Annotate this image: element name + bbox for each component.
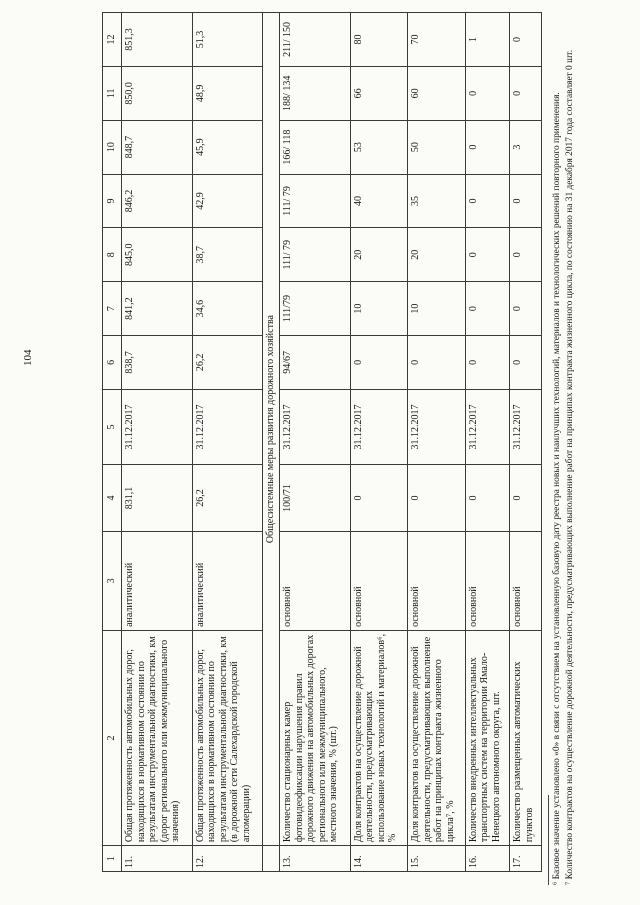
column-header: 4 xyxy=(103,465,122,532)
value-cell: 26,2 xyxy=(192,335,263,389)
base-value: 100/71 xyxy=(280,465,351,532)
footnote: ⁶ Базовое значение установлено «0» в связи с отсутствием на установленную базовую дату реестра новых и наилучших технологий, материалов и технологических решений повторного применения. xyxy=(552,92,562,885)
value-cell: 38,7 xyxy=(192,228,263,282)
value-cell: 42,9 xyxy=(192,174,263,228)
value-cell: 66 xyxy=(350,66,408,120)
indicator-type: основной xyxy=(408,531,466,630)
base-date: 31.12.2017 xyxy=(122,389,193,464)
value-cell: 188/ 134 xyxy=(280,66,351,120)
indicator-type: основной xyxy=(465,531,510,630)
indicator-name: Общая протяженность автомобильных дорог, находящихся в нормативном состоянии по результатам инструментальной диагностики, км (дорог регионального или межмуниципального значения) xyxy=(122,630,193,845)
value-cell: 0 xyxy=(510,282,542,336)
value-cell: 40 xyxy=(350,174,408,228)
indicator-name: Доля контрактов на осуществление дорожной деятельности, предусматривающих использование новых технологий и материалов⁶, % xyxy=(350,630,408,845)
page-number: 104 xyxy=(22,349,34,366)
value-cell: 0 xyxy=(510,228,542,282)
value-cell: 45,9 xyxy=(192,120,263,174)
base-value: 26,2 xyxy=(192,465,263,532)
table-row xyxy=(192,13,263,872)
row-number: 16. xyxy=(465,846,510,872)
value-cell: 111/79 xyxy=(280,282,351,336)
value-cell: 10 xyxy=(408,282,466,336)
indicator-name: Общая протяженность автомобильных дорог, находящихся в нормативном состоянии по результатам инструментальной диагностики, км (в дорожной сети Салехардской городской агломерации) xyxy=(192,630,263,845)
value-cell: 0 xyxy=(465,228,510,282)
value-cell: 10 xyxy=(350,282,408,336)
footnote-divider xyxy=(548,795,549,885)
value-cell: 3 xyxy=(510,120,542,174)
value-cell: 34,6 xyxy=(192,282,263,336)
column-header: 8 xyxy=(103,228,122,282)
value-cell: 20 xyxy=(408,228,466,282)
value-cell: 111/ 79 xyxy=(280,228,351,282)
value-cell: 51,3 xyxy=(192,13,263,67)
row-number: 14. xyxy=(350,846,408,872)
value-cell: 0 xyxy=(408,335,466,389)
column-header: 12 xyxy=(103,13,122,67)
column-header: 11 xyxy=(103,66,122,120)
row-number: 17. xyxy=(510,846,542,872)
indicator-type: основной xyxy=(510,531,542,630)
value-cell: 0 xyxy=(465,66,510,120)
value-cell: 211/ 150 xyxy=(280,13,351,67)
column-header: 1 xyxy=(103,846,122,872)
indicator-name: Количество внедренных интеллектуальных транспортных систем на территории Ямало-Ненецкого автономного округа, шт. xyxy=(465,630,510,845)
value-cell: 35 xyxy=(408,174,466,228)
value-cell: 0 xyxy=(510,335,542,389)
value-cell: 0 xyxy=(350,335,408,389)
section-row xyxy=(263,13,280,872)
table-row xyxy=(465,13,510,872)
value-cell: 48,9 xyxy=(192,66,263,120)
column-header: 10 xyxy=(103,120,122,174)
column-header: 6 xyxy=(103,335,122,389)
footnotes xyxy=(548,25,578,885)
value-cell: 0 xyxy=(465,120,510,174)
value-cell: 53 xyxy=(350,120,408,174)
base-date: 31.12.2017 xyxy=(465,389,510,464)
value-cell: 50 xyxy=(408,120,466,174)
indicator-name: Доля контрактов на осуществление дорожной деятельности, предусматривающих выполнение работ на принципах контракта жизненного цикла⁷, % xyxy=(408,630,466,845)
value-cell: 851,3 xyxy=(122,13,193,67)
table-row xyxy=(350,13,408,872)
indicator-type: основной xyxy=(350,531,408,630)
column-header: 2 xyxy=(103,630,122,845)
value-cell: 838,7 xyxy=(122,335,193,389)
row-number: 13. xyxy=(280,846,351,872)
value-cell: 841,2 xyxy=(122,282,193,336)
value-cell: 845,0 xyxy=(122,228,193,282)
base-value: 831,1 xyxy=(122,465,193,532)
value-cell: 0 xyxy=(465,282,510,336)
section-title: Общесистемные меры развития дорожного хозяйства xyxy=(263,13,280,846)
indicator-table xyxy=(102,12,542,872)
value-cell: 166/ 118 xyxy=(280,120,351,174)
value-cell: 0 xyxy=(510,174,542,228)
value-cell: 848,7 xyxy=(122,120,193,174)
indicator-table-container xyxy=(102,12,542,872)
value-cell: 20 xyxy=(350,228,408,282)
base-date: 31.12.2017 xyxy=(510,389,542,464)
section-spacer xyxy=(263,846,280,872)
base-value: 0 xyxy=(465,465,510,532)
value-cell: 846,2 xyxy=(122,174,193,228)
value-cell: 60 xyxy=(408,66,466,120)
row-number: 12. xyxy=(192,846,263,872)
table-row xyxy=(510,13,542,872)
base-date: 31.12.2017 xyxy=(192,389,263,464)
column-header: 5 xyxy=(103,389,122,464)
column-header: 3 xyxy=(103,531,122,630)
column-header: 7 xyxy=(103,282,122,336)
base-date: 31.12.2017 xyxy=(350,389,408,464)
value-cell: 111/ 79 xyxy=(280,174,351,228)
value-cell: 0 xyxy=(465,335,510,389)
base-date: 31.12.2017 xyxy=(280,389,351,464)
value-cell: 0 xyxy=(510,13,542,67)
table-row xyxy=(280,13,351,872)
footnote: ⁷ Количество контрактов на осуществление дорожной деятельности, предусматривающих выполнение работ на принципах контракта жизненного цикла, по состоянию на 31 декабря 2017 года составляет 0 шт. xyxy=(564,49,575,885)
base-date: 31.12.2017 xyxy=(408,389,466,464)
table-row xyxy=(122,13,193,872)
indicator-type: аналитический xyxy=(192,531,263,630)
row-number: 11. xyxy=(122,846,193,872)
base-value: 0 xyxy=(510,465,542,532)
value-cell: 1 xyxy=(465,13,510,67)
row-number: 15. xyxy=(408,846,466,872)
indicator-name: Количество стационарных камер фотовидеофиксации нарушения правил дорожного движения на автомобильных дорогах регионального или межмуниципального, местного значения, % (шт.) xyxy=(280,630,351,845)
value-cell: 0 xyxy=(510,66,542,120)
value-cell: 94/67 xyxy=(280,335,351,389)
base-value: 0 xyxy=(408,465,466,532)
value-cell: 80 xyxy=(350,13,408,67)
table-header-row xyxy=(103,13,122,872)
indicator-name: Количество размещенных автоматических пунктов xyxy=(510,630,542,845)
value-cell: 70 xyxy=(408,13,466,67)
value-cell: 0 xyxy=(465,174,510,228)
column-header: 9 xyxy=(103,174,122,228)
value-cell: 850,0 xyxy=(122,66,193,120)
base-value: 0 xyxy=(350,465,408,532)
indicator-type: основной xyxy=(280,531,351,630)
indicator-type: аналитический xyxy=(122,531,193,630)
table-row xyxy=(408,13,466,872)
